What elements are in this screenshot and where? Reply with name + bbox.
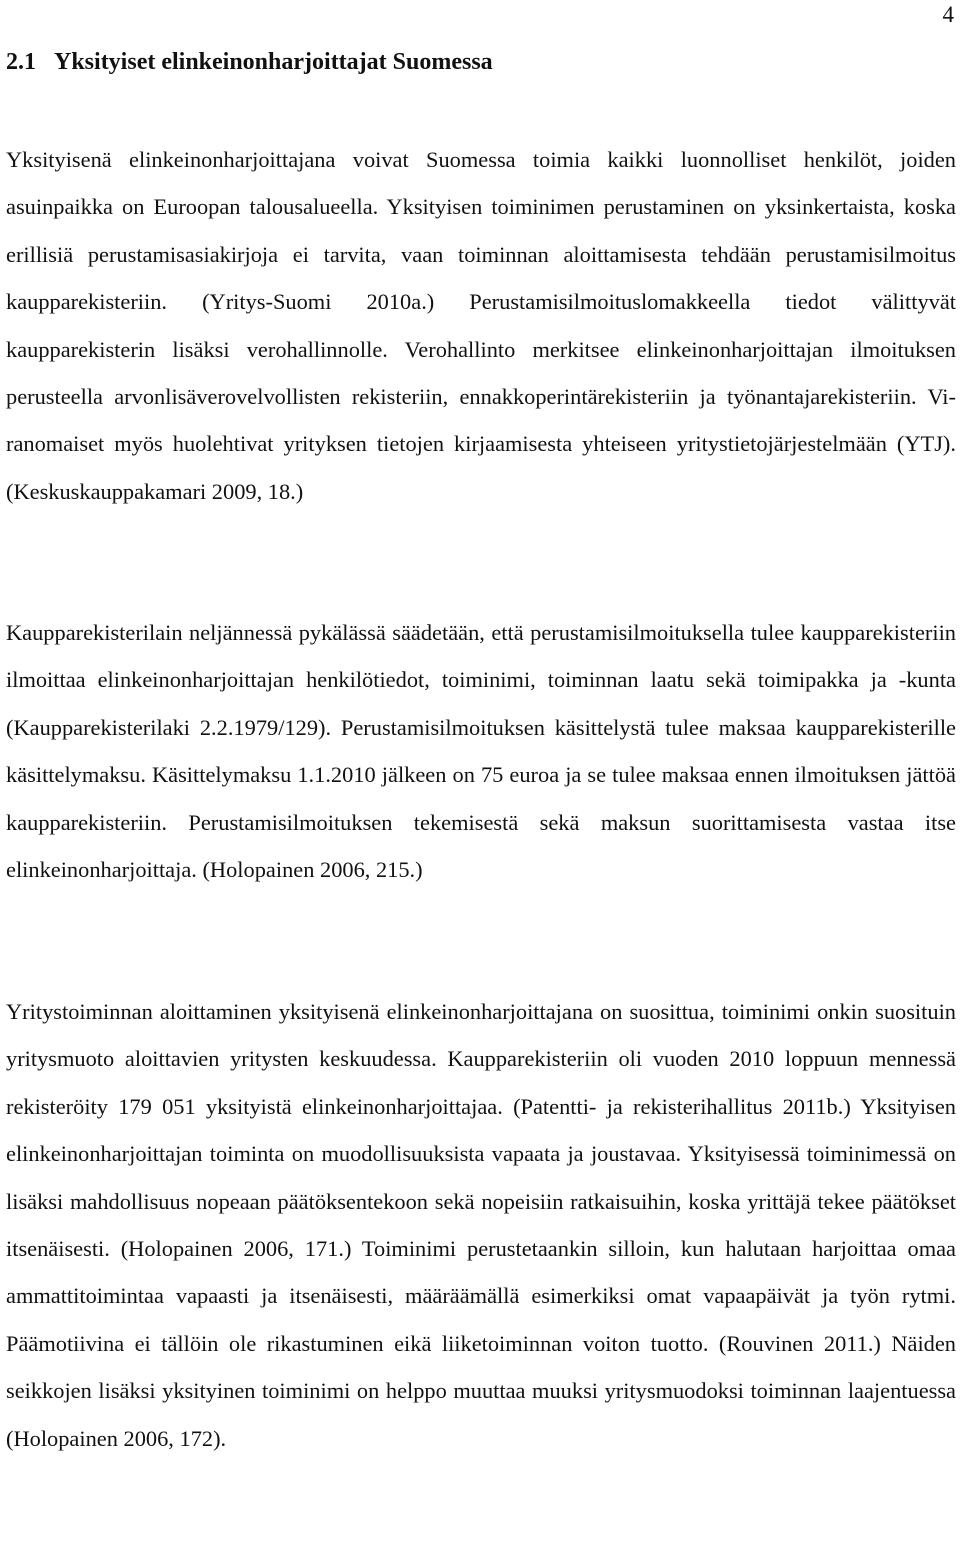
page-number: 4 bbox=[942, 2, 954, 27]
paragraph-1: Yksityisenä elinkeinonharjoittajana voivat Suomessa toimia kaikki luonnolliset henkilöt, joiden asuinpaikka on Euroopan talousalueella. Yksityisen toiminimen perustaminen on yksinkertaista, koska erillisiä perustamisasiakirjoja ei tarvita, vaan toiminnan aloittamisesta tehdään perustamisilmoitus kaupparekisteriin. (Yritys-Suomi 2010a.) Perustamisilmoituslomakkeella tiedot välittyvät kaupparekisterin lisäksi verohallinnolle. Verohallinto merkitsee elinkeinonharjoittajan ilmoituksen perusteella arvonlisäverovelvollisten rekisteriin, ennakkoperintärekisteriin ja työnantajarekisteriin. Viranomaiset myös huolehtivat yrityksen tietojen kirjaamisesta yhteiseen yritystietojärjestelmään (YTJ). (Keskuskauppakamari 2009, 18.) bbox=[6, 147, 956, 504]
paragraph-2: Kaupparekisterilain neljännessä pykälässä säädetään, että perustamisilmoituksella tulee kaupparekisteriin ilmoittaa elinkeinonharjoittajan henkilötiedot, toiminimi, toiminnan laatu sekä toimipakka ja -kunta (Kaupparekisterilaki 2.2.1979/129). Perustamisilmoituksen käsittelystä tulee maksaa kaupparekisterille käsittelymaksu. Käsittelymaksu 1.1.2010 jälkeen on 75 euroa ja se tulee maksaa ennen ilmoituksen jättöä kaupparekisteriin. Perustamisilmoituksen tekemisestä sekä maksun suorittamisesta vastaa itse elinkeinonharjoittaja. (Holopainen 2006, 215.) bbox=[6, 620, 956, 883]
section-number: 2.1 bbox=[6, 49, 36, 75]
section-heading bbox=[6, 46, 493, 78]
paragraph-3: Yritystoiminnan aloittaminen yksityisenä elinkeinonharjoittajana on suosittua, toiminimi onkin suosituin yritysmuoto aloittavien yritysten keskuudessa. Kaupparekisteriin oli vuoden 2010 loppuun mennessä rekisteröity 179 051 yksityistä elinkeinonharjoittajaa. (Patentti- ja rekisterihallitus 2011b.) Yksityisen elinkeinonharjoittajan toiminta on muodollisuuksista vapaata ja joustavaa. Yksityisessä toiminimessä on lisäksi mahdollisuus nopeaan päätöksentekoon sekä nopeisiin ratkaisuihin, koska yrittäjä tekee päätökset itsenäisesti. (Holopainen 2006, 171.) Toiminimi perustetaankin silloin, kun halutaan harjoittaa omaa ammattitoimintaa vapaasti ja itsenäisesti, määräämällä esimerkiksi omat vapaapäivät ja työn rytmi. Päämotiivina ei tällöin ole rikastuminen eikä liiketoiminnan voiton tuotto. (Rouvinen 2011.) Näiden seikkojen lisäksi yksityinen toiminimi on helppo muuttaa muuksi yritysmuodoksi toiminnan laajentuessa (Holopainen 2006, 172). bbox=[6, 999, 956, 1451]
section-title: Yksityiset elinkeinonharjoittajat Suomessa bbox=[54, 49, 493, 75]
